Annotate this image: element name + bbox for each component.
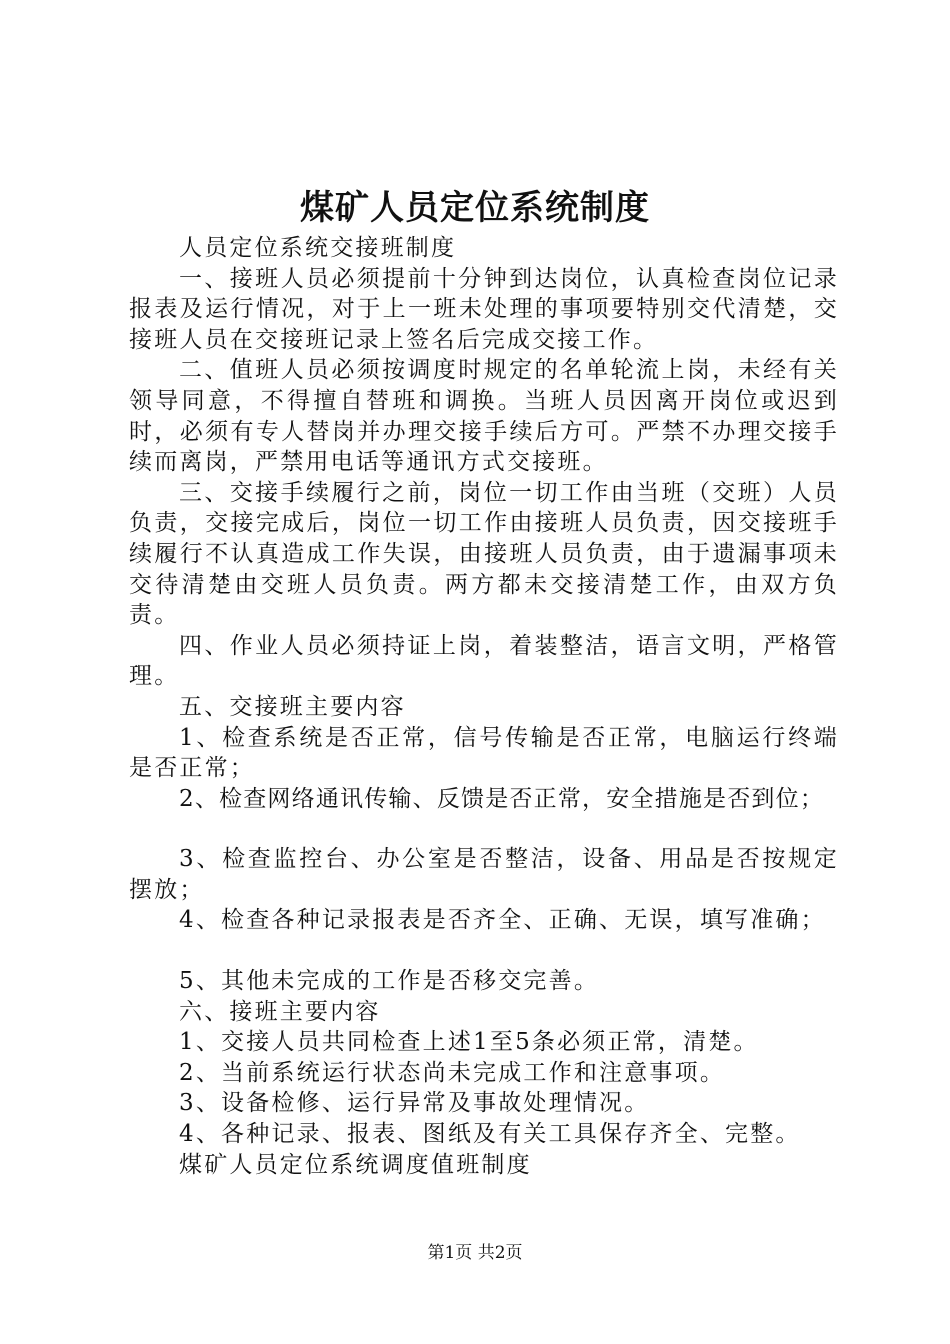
section-heading-handover: 人员定位系统交接班制度 (179, 235, 457, 261)
document-body (129, 233, 839, 1180)
rule-paragraph-3: 三、交接手续履行之前，岗位一切工作由当班（交班）人员负责，交接完成后，岗位一切工作由接班人员负责，因交接班手续履行不认真造成工作失误，由接班人员负责，由于遗漏事项未交待清楚由交班人员负责。两方都未交接清楚工作，由双方负责。 (129, 479, 839, 629)
list-item-check-4: 4、检查各种记录报表是否齐全、正确、无误，填写准确； (179, 907, 826, 934)
list-item-check-1: 1、检查系统是否正常，信号传输是否正常，电脑运行终端是否正常； (129, 724, 839, 782)
rule-paragraph-5-heading: 五、交接班主要内容 (179, 693, 406, 720)
section-heading-duty: 煤矿人员定位系统调度值班制度 (179, 1151, 532, 1178)
rule-paragraph-2: 二、值班人员必须按调度时规定的名单轮流上岗，未经有关领导同意，不得擅自替班和调换。当班人员因离开岗位或迟到时，必须有专人替岗并办理交接手续后方可。严禁不办理交接手续而离岗，严禁用电话等通讯方式交接班。 (129, 357, 839, 476)
list-item-takeover-3: 3、设备检修、运行异常及事故处理情况。 (179, 1090, 650, 1117)
list-item-takeover-4: 4、各种记录、报表、图纸及有关工具保存齐全、完整。 (179, 1121, 801, 1148)
rule-paragraph-4: 四、作业人员必须持证上岗，着装整洁，语言文明，严格管理。 (129, 632, 839, 690)
rule-paragraph-1: 一、接班人员必须提前十分钟到达岗位，认真检查岗位记录报表及运行情况，对于上一班未处理的事项要特别交代清楚，交接班人员在交接班记录上签名后完成交接工作。 (129, 265, 839, 353)
list-item-check-3: 3、检查监控台、办公室是否整洁，设备、用品是否按规定摆放； (129, 846, 839, 903)
list-item-takeover-2: 2、当前系统运行状态尚未完成工作和注意事项。 (179, 1059, 726, 1086)
paragraph-spacer (129, 814, 839, 844)
list-item-check-2: 2、检查网络通讯传输、反馈是否正常，安全措施是否到位； (179, 785, 825, 812)
paragraph-spacer (129, 936, 839, 966)
list-item-takeover-1: 1、交接人员共同检查上述1至5条必须正常，清楚。 (179, 1029, 759, 1056)
rule-paragraph-6-heading: 六、接班主要内容 (179, 998, 381, 1025)
document-title: 煤矿人员定位系统制度 (300, 188, 650, 228)
list-item-check-5: 5、其他未完成的工作是否移交完善。 (179, 968, 600, 995)
page-footer: 第1页 共2页 (427, 1243, 523, 1263)
